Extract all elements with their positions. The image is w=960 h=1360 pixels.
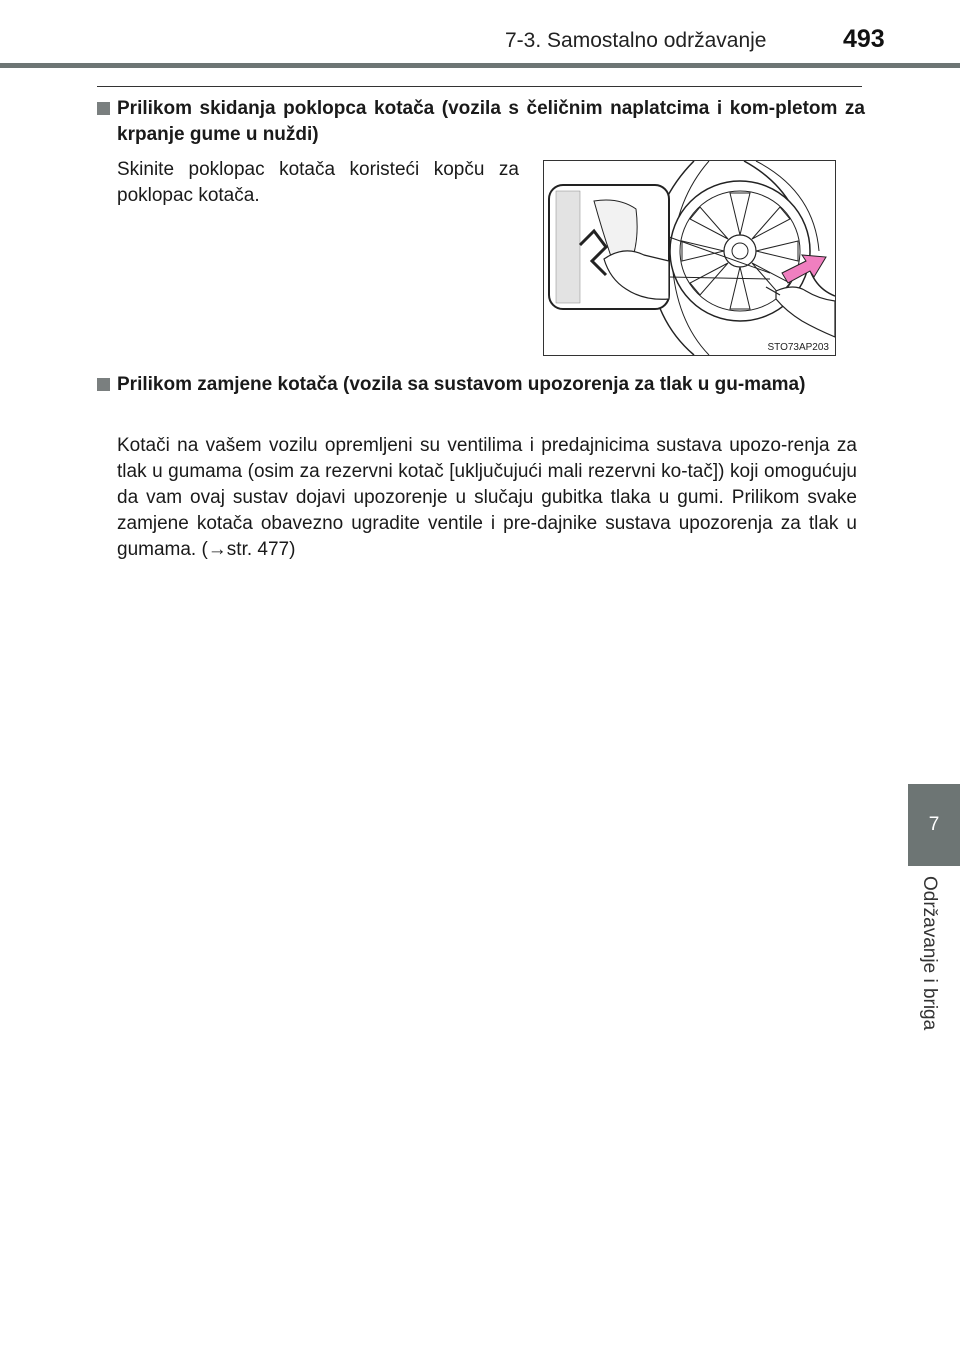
figure-code: STO73AP203 <box>767 342 829 353</box>
chapter-tab: 7 <box>908 784 960 866</box>
page-number: 493 <box>843 25 885 53</box>
square-bullet-icon <box>97 102 110 115</box>
section-heading-wheel-cover <box>97 96 865 148</box>
section-heading-text: Prilikom skidanja poklopca kotača (vozila s čeličnim naplatcima i kom-pletom za krpanje gume u nuždi) <box>117 98 865 145</box>
section-rule <box>97 86 862 87</box>
body-wheel-change: Kotači na vašem vozilu opremljeni su ventilima i predajnicima sustava upozo-renja za tlak u gumama (osim za rezervni kotač [uključujući mali rezervni ko-tač]) koji omogućuju da vam ovaj sustav dojavi upozorenje u slučaju gubitka tlaka u gumi. Prilikom svake zamjene kotača obavezno ugradite ventile i pre-dajnike sustava upozorenja za tlak u gumama. (→str. 477) <box>117 435 857 560</box>
wheel-cover-illustration <box>543 160 836 356</box>
section-heading-text: Prilikom zamjene kotača (vozila sa sustavom upozorenja za tlak u gu-mama) <box>117 374 806 395</box>
chapter-label: Održavanje i briga <box>919 876 940 1031</box>
header-section-title: 7-3. Samostalno održavanje <box>505 29 767 52</box>
section-heading-wheel-change <box>97 372 865 398</box>
body-wheel-cover: Skinite poklopac kotača koristeći kopču za poklopac kotača. <box>117 159 519 206</box>
header-rule <box>0 63 960 68</box>
square-bullet-icon <box>97 378 110 391</box>
